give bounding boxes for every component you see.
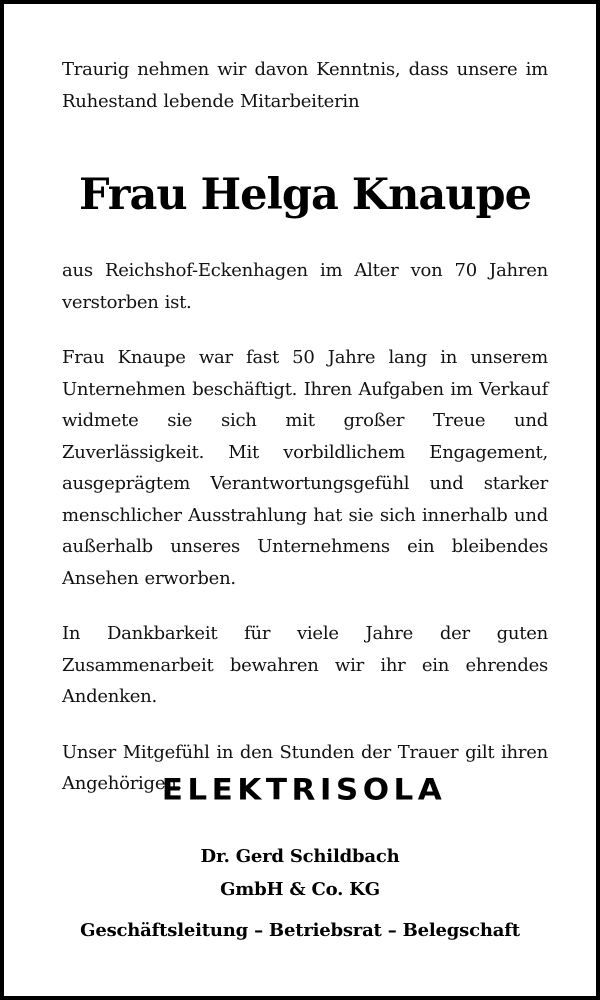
intro-text: Traurig nehmen wir davon Kenntnis, dass unsere im Ruhestand lebende Mitarbeiterin [62, 59, 548, 112]
company-name-line2: GmbH & Co. KG [220, 879, 380, 900]
notice-body [62, 54, 548, 800]
company-name-line1: Dr. Gerd Schildbach [200, 846, 400, 867]
paragraph-gratitude: In Dankbarkeit für viele Jahre der guten Zusammenarbeit bewahren wir ihr ein ehrendes Andenken. [62, 623, 548, 707]
signatories: Geschäftsleitung – Betriebsrat – Belegschaft [80, 920, 520, 941]
paragraph-tribute: Frau Knaupe war fast 50 Jahre lang in unserem Unternehmen beschäftigt. Ihren Aufgaben im Verkauf widmete sie sich mit großer Treue und Zuverlässigkeit. Mit vorbildlichem Engagement, ausgeprägtem Verantwortungsgefühl und starker menschlicher Ausstrahlung hat sie sich innerhalb und außerhalb unseres Unternehmens ein bleibendes Ansehen erworben. [62, 347, 548, 589]
deceased-name: Frau Helga Knaupe [79, 170, 531, 220]
paragraph-residence: aus Reichshof-Eckenhagen im Alter von 70 Jahren verstorben ist. [62, 260, 548, 313]
paragraph-condolence: Unser Mitgefühl in den Stunden der Trauer gilt ihren Angehörigen. [62, 741, 548, 794]
company-logo: ELEKTRISOLA [161, 772, 447, 808]
